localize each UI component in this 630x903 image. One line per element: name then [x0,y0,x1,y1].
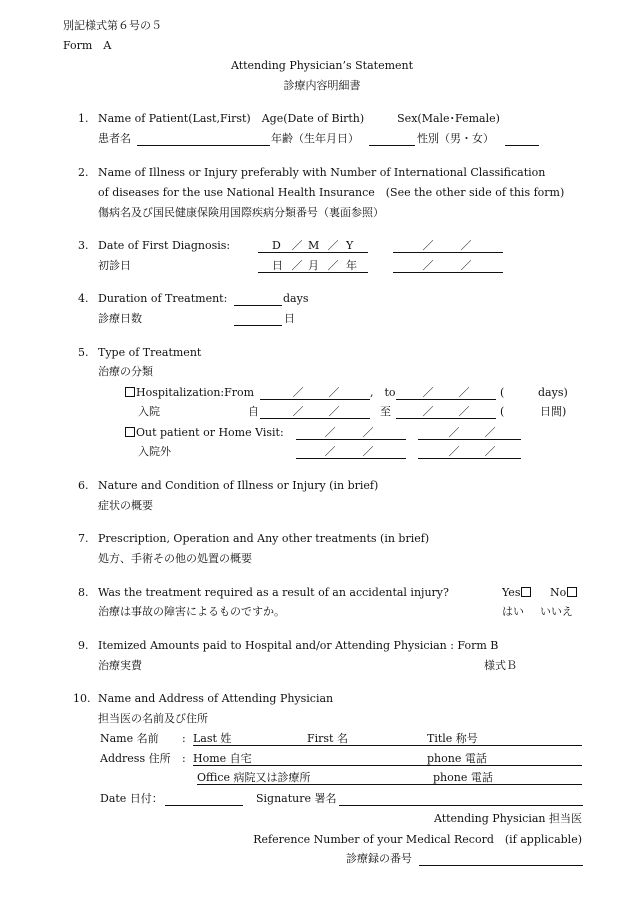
section-2-number: 2. [78,166,89,179]
section-8-japanese: 治療は事故の障害によるものですか。 [98,605,285,618]
section-3-english: Date of First Diagnosis: [98,239,231,252]
hospitalization-from-jp: 自 [248,405,259,418]
hospitalization-to-jp-field[interactable] [396,418,496,419]
hospitalization-label: Hospitalization:From [136,386,255,399]
date-slash: ／ [448,426,460,439]
signature-field[interactable] [339,805,583,806]
date-slash: ／ [324,445,336,458]
medical-record-number-field[interactable] [419,865,583,866]
outpatient-from-jp-field[interactable] [296,458,406,459]
hospitalization-paren: ( [500,386,505,399]
office-address-label: Office 病院又は診療所 [197,771,311,784]
outpatient-from-field[interactable] [296,439,406,440]
hospitalization-to-label: , to [370,386,396,399]
outpatient-jp: 入院外 [138,445,171,458]
no-option [550,586,578,600]
hospitalization-from-jp-field[interactable] [260,418,370,419]
date-slash: ／ [484,445,496,458]
physician-name-field[interactable] [193,745,582,746]
first-diagnosis-date-jp-field[interactable] [258,272,368,273]
outpatient-label: Out patient or Home Visit: [136,426,284,439]
no-checkbox[interactable] [567,587,577,597]
section-6-english: Nature and Condition of Illness or Injury (in brief) [98,479,379,492]
section-7-english: Prescription, Operation and Any other treatments (in brief) [98,532,430,545]
section-1-age-label: 年齢（生年月日） [271,132,359,145]
date-slash: ／ [460,259,472,272]
date-slash: ／ [327,239,339,252]
hospitalization-paren-jp: ( [500,405,505,418]
home-phone-label: phone 電話 [427,752,487,765]
medical-record-label-jp: 診療録の番号 [346,852,412,865]
section-9-form-jp: 様式Ｂ [484,659,517,672]
date-day-jp: 日 [272,259,283,272]
date-slash: ／ [458,405,470,418]
date-slash: ／ [291,239,303,252]
date-slash: ／ [460,239,472,252]
date-month-jp: 月 [308,259,319,272]
duration-days-unit: days [283,292,309,305]
office-phone-label: phone 電話 [433,771,493,784]
section-4-japanese: 診療日数 [98,312,142,325]
hospitalization-to-field[interactable] [396,399,496,400]
home-address-label: Home 自宅 [193,752,252,765]
outpatient-to-field[interactable] [418,439,521,440]
duration-day-unit-jp: 日 [284,312,295,325]
section-9-number: 9. [78,639,89,652]
date-slash: ／ [291,259,303,272]
outpatient-row [124,426,284,440]
section-1-english: Name of Patient(Last,First) Age(Date of Birth) Sex(Male･Female) [98,112,500,125]
hospitalization-row [124,386,254,400]
hospitalization-jp: 入院 [138,405,160,418]
date-slash: ／ [362,445,374,458]
date-slash: ／ [458,386,470,399]
hospitalization-to-jp: 至 [380,405,391,418]
title-english: Attending Physician’s Statement [230,59,414,72]
date-slash: ／ [362,426,374,439]
date-slash: ／ [292,405,304,418]
date-slash: ／ [328,386,340,399]
section-4-number: 4. [78,292,89,305]
name-colon: : [182,732,186,745]
date-slash: ／ [422,259,434,272]
reference-number-label: Reference Number of your Medical Record (if applicable) [253,833,582,846]
date-slash: ／ [484,426,496,439]
yes-jp-label: はい [502,605,524,618]
section-8-english: Was the treatment required as a result of an accidental injury? [98,586,449,599]
first-name-label: First 名 [307,732,348,745]
date-slash: ／ [328,405,340,418]
section-9-english: Itemized Amounts paid to Hospital and/or Attending Physician : Form B [98,639,499,652]
section-7-number: 7. [78,532,89,545]
patient-age-field[interactable] [369,145,415,146]
date-slash: ／ [327,259,339,272]
outpatient-checkbox[interactable] [125,427,135,437]
date-year-en: Y [346,239,354,252]
date-slash: ／ [422,386,434,399]
duration-days-jp-field[interactable] [234,325,282,326]
date-slash: ／ [422,405,434,418]
title-japanese: 診療内容明細書 [283,79,361,92]
office-address-field[interactable] [197,784,582,785]
section-9-japanese: 治療実費 [98,659,142,672]
first-diagnosis-date-field[interactable] [258,252,368,253]
section-2-english-line2: of diseases for the use National Health Insurance (See the other side of this form) [98,186,565,199]
section-5-english: Type of Treatment [98,346,202,359]
title-label: Title 称号 [427,732,478,745]
date-year-jp: 年 [346,259,357,272]
no-jp-label: いいえ [540,605,573,618]
section-1-name-label: 患者名 [98,132,131,145]
last-name-label: Last 姓 [193,732,232,745]
yes-label: Yes [502,586,521,599]
first-diagnosis-date-jp-alt-field[interactable] [393,272,503,273]
section-1-number: 1. [78,112,89,125]
first-diagnosis-date-alt-field[interactable] [393,252,503,253]
section-7-japanese: 処方、手術その他の処置の概要 [98,552,252,565]
date-slash: ／ [422,239,434,252]
section-6-number: 6. [78,479,89,492]
section-5-number: 5. [78,346,89,359]
date-slash: ／ [324,426,336,439]
section-5-japanese: 治療の分類 [98,365,153,378]
outpatient-to-jp-field[interactable] [418,458,521,459]
address-label: Address 住所 [100,752,171,765]
hospitalization-days-jp: 日間) [540,405,567,418]
yes-checkbox[interactable] [521,587,531,597]
appendix-label: 別記様式第６号の５ [63,19,162,32]
section-3-japanese: 初診日 [98,259,131,272]
date-field[interactable] [165,805,243,806]
yes-option [502,586,532,600]
section-8-number: 8. [78,586,89,599]
address-colon: : [182,752,186,765]
hospitalization-checkbox[interactable] [125,387,135,397]
no-label: No [550,586,567,599]
section-10-japanese: 担当医の名前及び住所 [98,712,208,725]
date-label: Date 日付： [100,792,163,805]
date-day-en: D [272,239,281,252]
hospitalization-days-label: days) [538,386,568,399]
signature-label: Signature 署名 [256,792,337,805]
section-4-english: Duration of Treatment: [98,292,228,305]
hospitalization-from-field[interactable] [260,399,370,400]
duration-days-field[interactable] [234,305,282,306]
section-2-japanese: 傷病名及び国民健康保険用国際疾病分類番号（裏面参照） [98,206,384,219]
section-10-english: Name and Address of Attending Physician [98,692,334,705]
section-2-english-line1: Name of Illness or Injury preferably with Number of International Classification [98,166,546,179]
section-1-sex-label: 性別（男・女） [417,132,494,145]
date-slash: ／ [448,445,460,458]
name-label: Name 名前 [100,732,159,745]
section-6-japanese: 症状の概要 [98,499,153,512]
date-month-en: M [308,239,320,252]
section-3-number: 3. [78,239,89,252]
date-slash: ／ [292,386,304,399]
section-10-number: 10. [73,692,91,705]
attending-physician-label: Attending Physician 担当医 [433,812,582,825]
home-address-field[interactable] [193,765,582,766]
patient-name-field[interactable] [137,145,270,146]
form-label: Form A [63,39,112,52]
patient-sex-field[interactable] [505,145,539,146]
